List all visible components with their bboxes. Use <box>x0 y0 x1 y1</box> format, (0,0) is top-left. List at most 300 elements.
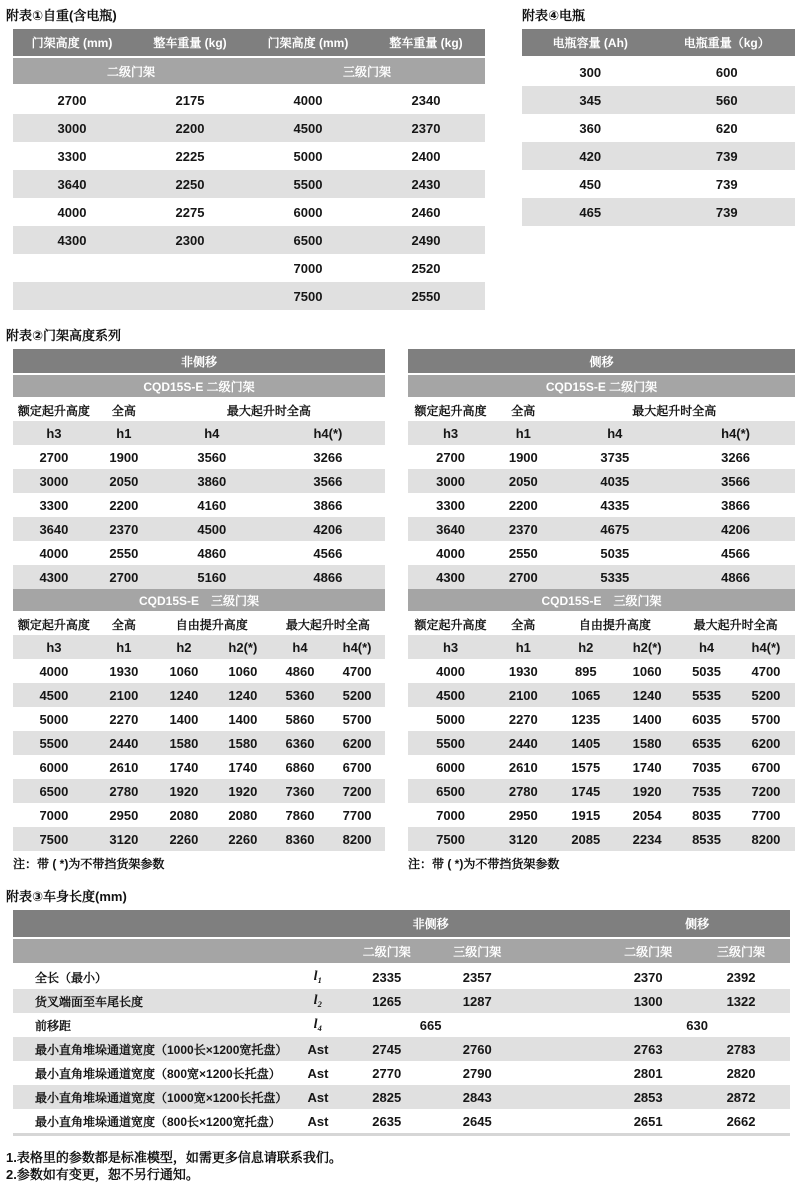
table-cell: 1580 <box>215 731 271 755</box>
table-cell: 2100 <box>493 683 553 707</box>
table-cell: 2853 <box>604 1085 692 1109</box>
table-cell: 8200 <box>737 827 795 851</box>
table-cell: 360 <box>579 120 602 136</box>
table-cell: 420 <box>522 142 659 170</box>
footer-note-1: 1.表格里的参数都是标准模型，如需更多信息请联系我们。 <box>6 1150 342 1165</box>
table-cell: 1405 <box>553 731 618 755</box>
table-cell: 1740 <box>228 759 258 775</box>
table-cell: 2225 <box>175 148 205 164</box>
table-cell: 2392 <box>726 969 756 985</box>
table-cell: 额定起升高度 <box>13 612 95 635</box>
table-row <box>522 29 795 57</box>
table-cell: 1322 <box>692 989 790 1013</box>
table-cell: 1920 <box>215 779 271 803</box>
table-cell: 5500 <box>249 170 367 198</box>
table-cell: 3866 <box>313 497 343 513</box>
table-cell: 3640 <box>13 517 95 541</box>
top-row <box>6 6 795 310</box>
table-cell: 3300 <box>57 148 87 164</box>
table-cell: 2825 <box>340 1085 433 1109</box>
table-cell: 2645 <box>462 1113 492 1129</box>
table-cell: 侧移 <box>408 349 795 374</box>
footer-note-2: 2.参数如有变更，恕不另行通知。 <box>6 1167 199 1182</box>
table-cell: 3000 <box>408 469 493 493</box>
table-cell: 3300 <box>436 497 466 513</box>
table-cell: 3000 <box>13 469 95 493</box>
table-row <box>522 86 795 114</box>
table-appendix4-battery <box>522 29 795 226</box>
table-row <box>522 57 795 86</box>
table-cell: h4 <box>553 421 676 445</box>
table-cell: 2400 <box>411 148 441 164</box>
table-cell: 4860 <box>285 663 315 679</box>
table-cell <box>13 254 131 282</box>
table-cell: 6860 <box>285 759 315 775</box>
table-cell: 5000 <box>39 711 69 727</box>
table-cell <box>521 1037 604 1061</box>
table-row <box>408 445 795 469</box>
table-row <box>13 731 385 755</box>
note-sideshift: 注：带 ( *)为不带挡货架参数 <box>408 857 560 871</box>
table-row <box>13 541 385 565</box>
table-cell: 5335 <box>553 565 676 589</box>
table-cell: 2662 <box>726 1113 756 1129</box>
table-cell: CQD15S-E 二级门架 <box>13 374 385 398</box>
table-cell: 5200 <box>737 683 795 707</box>
table-cell: 6000 <box>436 759 466 775</box>
table-cell: 665 <box>419 1017 442 1033</box>
table-cell: 2651 <box>633 1113 663 1129</box>
table-cell: 4500 <box>153 517 271 541</box>
table-row <box>13 349 385 374</box>
section-title-appendix4: 附表④电瓶 <box>522 8 586 23</box>
table-cell: 全高 <box>95 612 153 635</box>
table-cell: 门架高度 (mm) <box>13 29 131 57</box>
table-cell: 600 <box>715 64 738 80</box>
table-cell: 4300 <box>13 226 131 254</box>
table-cell: 额定起升高度 <box>408 612 493 635</box>
table-cell: 2700 <box>95 565 153 589</box>
table-cell: 2250 <box>131 170 249 198</box>
table-cell: 4035 <box>553 469 676 493</box>
table-cell: 739 <box>715 176 738 192</box>
table-cell: h4 <box>676 635 737 659</box>
table-cell: 3640 <box>408 517 493 541</box>
table-row <box>408 827 795 851</box>
table-cell: 自由提升高度 <box>153 612 271 635</box>
table-row <box>13 827 385 851</box>
table-row <box>13 1085 790 1109</box>
table-row <box>522 114 795 142</box>
table-cell: 侧移 <box>604 910 790 938</box>
table-cell: 最大起升时全高 <box>153 398 385 421</box>
table-row <box>13 374 385 398</box>
table-cell: 5860 <box>285 711 315 727</box>
table-cell: 6200 <box>329 731 385 755</box>
table-row <box>522 170 795 198</box>
table-cell: 3735 <box>600 449 630 465</box>
table-cell: 2050 <box>95 469 153 493</box>
table-cell <box>521 1085 604 1109</box>
table-cell: 门架高度 (mm) <box>249 29 367 57</box>
section-title-appendix2: 附表②门架高度系列 <box>6 328 122 343</box>
table-cell: 2335 <box>372 969 402 985</box>
table-cell: 1740 <box>169 759 199 775</box>
table-cell: 电瓶重量（kg） <box>659 29 796 57</box>
table-cell <box>131 282 249 310</box>
table-cell: 3866 <box>721 497 751 513</box>
table-cell: 3300 <box>39 497 69 513</box>
table-cell: 1580 <box>153 731 215 755</box>
table-cell: 自由提升高度 <box>553 612 676 635</box>
table-cell: 4566 <box>313 545 343 561</box>
table-cell: 4300 <box>408 565 493 589</box>
table-cell: 1300 <box>604 989 692 1013</box>
table-cell: 2520 <box>411 260 441 276</box>
table-cell: h4(*) <box>737 635 795 659</box>
table-appendix3-body-length <box>13 910 790 1136</box>
table-cell: 450 <box>579 176 602 192</box>
table-row <box>13 114 485 142</box>
table-cell: 3560 <box>197 449 227 465</box>
table-cell: 2275 <box>175 204 205 220</box>
table-cell: 2872 <box>692 1085 790 1109</box>
table-cell: 620 <box>715 120 738 136</box>
table-cell: 4500 <box>249 114 367 142</box>
table-row <box>408 589 795 612</box>
note-non-sideshift: 注：带 ( *)为不带挡货架参数 <box>13 857 165 871</box>
table-cell: CQD15S-E 二级门架 <box>408 374 795 398</box>
table-cell: 4500 <box>408 683 493 707</box>
table-cell: 895 <box>574 663 597 679</box>
section-appendix4-battery <box>522 6 795 226</box>
table-row <box>13 493 385 517</box>
table-cell: l₂ <box>296 989 340 1013</box>
table-cell <box>521 910 604 938</box>
table-cell: 3566 <box>676 469 795 493</box>
table-cell: 3266 <box>721 449 751 465</box>
table-cell: 739 <box>659 142 796 170</box>
table-row <box>13 779 385 803</box>
table-cell <box>521 964 604 989</box>
table-row <box>522 142 795 170</box>
table-cell: 7535 <box>676 779 737 803</box>
table-cell: 2270 <box>109 711 139 727</box>
table-cell: 7860 <box>285 807 315 823</box>
table-cell: 2370 <box>95 517 153 541</box>
table-cell <box>521 989 604 1013</box>
table-cell: 4335 <box>600 497 630 513</box>
table-cell: Ast <box>307 1113 329 1129</box>
table-cell: 4860 <box>197 545 227 561</box>
table-cell: 4866 <box>676 565 795 589</box>
table-row <box>13 1109 790 1135</box>
table-cell: h3 <box>13 421 95 445</box>
table-cell: 2175 <box>175 92 205 108</box>
table-cell: 7500 <box>408 827 493 851</box>
table-cell: 2843 <box>433 1085 521 1109</box>
mast-table-sideshift <box>408 349 795 872</box>
table-row <box>408 398 795 421</box>
table-cell: 2270 <box>508 711 538 727</box>
table-cell: 1740 <box>632 759 662 775</box>
table-cell: 7200 <box>737 779 795 803</box>
table-cell: 5360 <box>271 683 329 707</box>
table-cell: 1930 <box>508 663 538 679</box>
table-cell: Ast <box>296 1037 340 1061</box>
table-cell: 二级门架 <box>13 57 249 85</box>
data-table <box>408 349 795 851</box>
table-cell: 2550 <box>367 282 485 310</box>
table-cell: 1265 <box>340 989 433 1013</box>
table-row <box>408 779 795 803</box>
table-cell: 6000 <box>39 759 69 775</box>
table-cell: 2200 <box>109 497 139 513</box>
table-cell: 最大起升时全高 <box>553 398 795 421</box>
table-cell: 3120 <box>95 827 153 851</box>
table-cell: 2370 <box>633 969 663 985</box>
table-cell: 3266 <box>313 449 343 465</box>
table-row <box>13 938 790 964</box>
table-cell: 最小直角堆垛通道宽度（1000宽×1200长托盘） <box>13 1085 296 1109</box>
table-cell: 2340 <box>411 92 441 108</box>
table-cell: 6500 <box>13 779 95 803</box>
table-cell <box>13 282 131 310</box>
table-cell: 560 <box>659 86 796 114</box>
table-cell: Ast <box>307 1065 329 1081</box>
table-cell: h1 <box>493 635 553 659</box>
table-cell: 5500 <box>408 731 493 755</box>
table-cell: 4700 <box>751 663 781 679</box>
table-cell: 2430 <box>367 170 485 198</box>
table-row <box>13 589 385 612</box>
table-row <box>408 517 795 541</box>
table-cell: 1900 <box>508 449 538 465</box>
table-cell: 8360 <box>271 827 329 851</box>
table-cell: 6360 <box>271 731 329 755</box>
table-cell: h2 <box>153 635 215 659</box>
table-cell: 8535 <box>676 827 737 851</box>
table-cell: 全高 <box>493 612 553 635</box>
table-cell: 2370 <box>367 114 485 142</box>
table-cell: 三级门架 <box>433 938 521 964</box>
table-cell: h2 <box>553 635 618 659</box>
table-cell: 1235 <box>571 711 601 727</box>
table-cell: 4000 <box>293 92 323 108</box>
table-row <box>408 659 795 683</box>
table-row <box>13 910 790 938</box>
table-cell: h3 <box>408 421 493 445</box>
table-row <box>13 683 385 707</box>
table-row <box>13 282 485 310</box>
table-cell: 2783 <box>692 1037 790 1061</box>
table-cell: 7700 <box>342 807 372 823</box>
table-cell: h4 <box>153 421 271 445</box>
table-row <box>408 421 795 445</box>
table-cell: 7200 <box>329 779 385 803</box>
table-cell: 最小直角堆垛通道宽度（800长×1200宽托盘） <box>35 1114 281 1129</box>
table-cell: 4000 <box>39 663 69 679</box>
table-cell: 7500 <box>249 282 367 310</box>
table-cell: 6000 <box>293 204 323 220</box>
table-cell: 前移距 <box>35 1018 72 1033</box>
table-cell <box>13 938 340 964</box>
table-cell: 2700 <box>436 449 466 465</box>
footer-notes <box>6 1149 795 1183</box>
table-cell: 2100 <box>95 683 153 707</box>
table-cell: 2760 <box>433 1037 521 1061</box>
table-cell: 4000 <box>39 545 69 561</box>
table-cell: h1 <box>95 421 153 445</box>
table-cell: 2950 <box>109 807 139 823</box>
table-cell: 最大起升时全高 <box>271 612 385 635</box>
table-cell: 5700 <box>751 711 781 727</box>
table-cell: Ast <box>296 1085 340 1109</box>
table-cell: 1580 <box>618 731 676 755</box>
table-cell: 整车重量 (kg) <box>367 29 485 57</box>
section-appendix1-self-weight <box>6 6 485 310</box>
table-cell: h1 <box>95 635 153 659</box>
table-cell: h4(*) <box>271 421 385 445</box>
table-cell: 二级门架 <box>340 938 433 964</box>
table-row <box>13 398 385 421</box>
table-cell: 2550 <box>109 545 139 561</box>
table-cell: 8035 <box>692 807 721 823</box>
table-cell: 5000 <box>436 711 466 727</box>
table-cell: 电瓶容量 (Ah) <box>522 29 659 57</box>
table-cell: 8200 <box>329 827 385 851</box>
table-cell <box>521 1013 604 1037</box>
table-cell: 4300 <box>13 565 95 589</box>
table-cell: 2054 <box>632 807 662 823</box>
table-row <box>13 612 385 635</box>
table-cell: 5535 <box>676 683 737 707</box>
table-row <box>408 612 795 635</box>
table-cell: 1930 <box>109 663 139 679</box>
table-row <box>408 755 795 779</box>
table-cell: 5700 <box>342 711 372 727</box>
table-row <box>13 1061 790 1085</box>
table-cell: 3566 <box>271 469 385 493</box>
table-cell: 630 <box>686 1017 708 1033</box>
table-cell: 2635 <box>372 1113 402 1129</box>
table-cell: 1060 <box>169 663 199 679</box>
table-cell: 4206 <box>271 517 385 541</box>
table-cell: 2490 <box>367 226 485 254</box>
table-cell: 2440 <box>493 731 553 755</box>
table-cell: 4675 <box>553 517 676 541</box>
table-cell: 1287 <box>433 989 521 1013</box>
table-cell: 2780 <box>493 779 553 803</box>
table-cell: 三级门架 <box>249 57 485 85</box>
table-row <box>408 541 795 565</box>
table-row <box>13 469 385 493</box>
table-cell: 4000 <box>57 204 87 220</box>
table-row <box>13 254 485 282</box>
table-cell: 2080 <box>228 807 258 823</box>
table-row <box>408 349 795 374</box>
table-cell: 1900 <box>109 449 139 465</box>
table-cell: 二级门架 <box>604 938 692 964</box>
table-row <box>408 707 795 731</box>
table-cell: 额定起升高度 <box>408 398 493 421</box>
table-cell: h3 <box>408 635 493 659</box>
table-row <box>408 635 795 659</box>
table-row <box>13 57 485 85</box>
table-cell: 额定起升高度 <box>13 398 95 421</box>
table-cell: 4160 <box>197 497 227 513</box>
table-cell: 5000 <box>293 148 323 164</box>
table-cell: 2357 <box>462 969 492 985</box>
table-cell: 1745 <box>553 779 618 803</box>
table-appendix1-self-weight <box>13 29 485 310</box>
data-table <box>522 29 795 226</box>
table-cell: 2763 <box>604 1037 692 1061</box>
table-row <box>13 755 385 779</box>
table-cell <box>521 1109 604 1135</box>
table-cell: 2085 <box>553 827 618 851</box>
table-row <box>408 803 795 827</box>
table-row <box>408 469 795 493</box>
table-cell: 2200 <box>508 497 538 513</box>
table-cell: 最小直角堆垛通道宽度（800宽×1200长托盘） <box>35 1066 281 1081</box>
table-cell: 2790 <box>462 1065 492 1081</box>
table-cell: 7000 <box>293 260 323 276</box>
table-cell: 2260 <box>153 827 215 851</box>
table-cell: 2080 <box>169 807 199 823</box>
table-cell: 5035 <box>600 545 630 561</box>
table-cell: 三级门架 <box>692 938 790 964</box>
table-row <box>13 635 385 659</box>
table-cell: 4206 <box>676 517 795 541</box>
table-cell: 1065 <box>553 683 618 707</box>
table-cell: 3120 <box>493 827 553 851</box>
table-cell: h4(*) <box>676 421 795 445</box>
table-row <box>13 421 385 445</box>
table-cell: 货叉端面至车尾长度 <box>13 989 296 1013</box>
table-cell: 2820 <box>726 1065 756 1081</box>
table-cell: 5500 <box>13 731 95 755</box>
table-cell: 7360 <box>271 779 329 803</box>
table-cell: 3860 <box>153 469 271 493</box>
table-cell: 2460 <box>411 204 441 220</box>
table-cell: 2300 <box>131 226 249 254</box>
table-cell: 2050 <box>493 469 553 493</box>
table-cell: 6700 <box>342 759 372 775</box>
table-cell: 6035 <box>692 711 721 727</box>
table-cell: 2700 <box>39 449 69 465</box>
table-cell: 2745 <box>340 1037 433 1061</box>
table-cell: 5160 <box>153 565 271 589</box>
table-cell: 2200 <box>131 114 249 142</box>
table-cell: 1240 <box>618 683 676 707</box>
table-cell: 3640 <box>13 170 131 198</box>
table-cell: 非侧移 <box>340 910 521 938</box>
table-cell: h2(*) <box>215 635 271 659</box>
table-row <box>408 565 795 589</box>
table-cell: 2610 <box>508 759 538 775</box>
data-table <box>13 29 485 310</box>
table-cell: 739 <box>659 198 796 226</box>
table-row <box>408 731 795 755</box>
table-cell: h3 <box>13 635 95 659</box>
table-cell: h4(*) <box>329 635 385 659</box>
table-cell <box>521 938 604 964</box>
table-cell: 7000 <box>39 807 69 823</box>
table-cell: 非侧移 <box>13 349 385 374</box>
table-cell: 7500 <box>13 827 95 851</box>
table-row <box>13 517 385 541</box>
